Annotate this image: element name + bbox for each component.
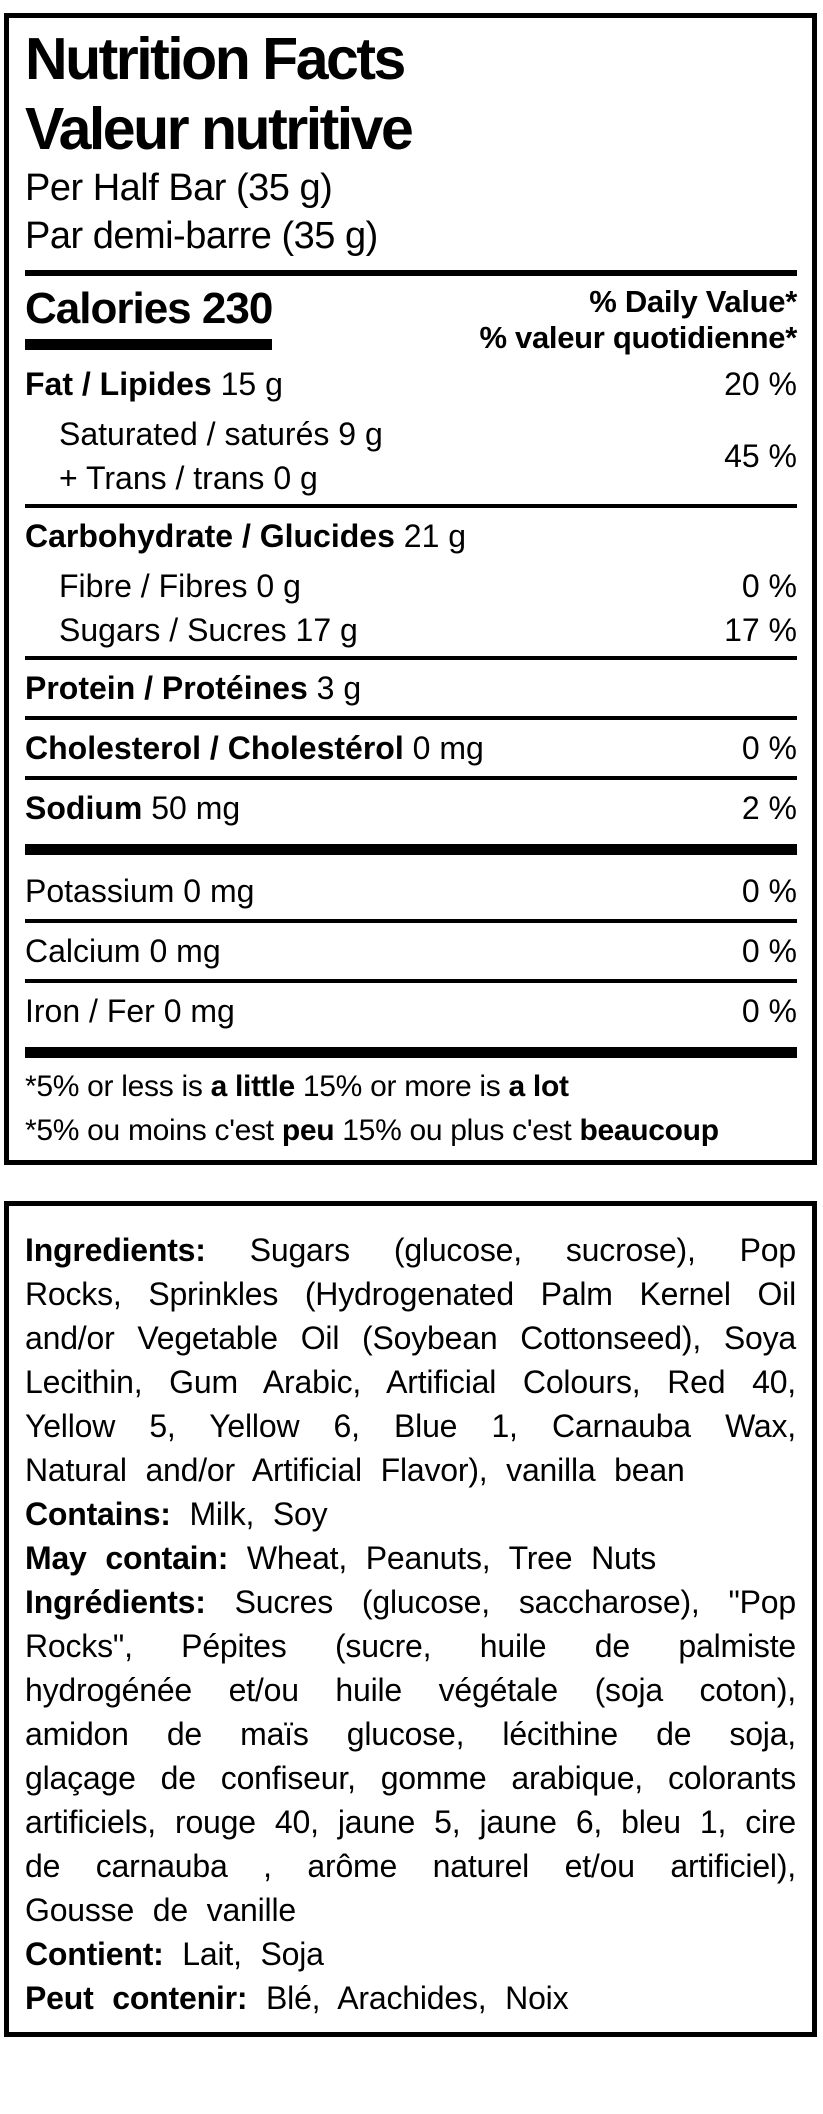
ingredients-fr-label: Ingrédients: bbox=[25, 1584, 206, 1620]
thick-divider bbox=[25, 844, 797, 855]
calories-value: 230 bbox=[201, 284, 273, 333]
may-contain-en-label: May contain: bbox=[25, 1540, 229, 1576]
ingredients-en bbox=[25, 1228, 796, 1492]
sodium-label: Sodium 50 mg bbox=[25, 790, 241, 826]
fat-label: Fat / Lipides 15 g bbox=[25, 366, 283, 402]
carbohydrate-label: Carbohydrate / Glucides 21 g bbox=[25, 518, 467, 554]
saturated-trans-labels bbox=[25, 412, 383, 500]
protein-label: Protein / Protéines 3 g bbox=[25, 670, 362, 706]
daily-value-header-fr: % valeur quotidienne* bbox=[479, 320, 797, 355]
saturated-trans-row bbox=[25, 412, 797, 504]
fibre-row bbox=[25, 564, 797, 608]
daily-value-header bbox=[479, 284, 797, 356]
title-fr: Valeur nutritive bbox=[25, 96, 412, 162]
title-en: Nutrition Facts bbox=[25, 26, 404, 92]
may-contain-en-text: Wheat, Peanuts, Tree Nuts bbox=[228, 1540, 657, 1576]
fat-row bbox=[25, 356, 797, 412]
calories-word: Calories bbox=[25, 284, 191, 333]
thick-divider bbox=[25, 1047, 797, 1058]
may-contain-fr-label: Peut contenir: bbox=[25, 1980, 248, 2016]
fibre-label: Fibre / Fibres 0 g bbox=[59, 568, 301, 604]
potassium-label: Potassium 0 mg bbox=[25, 873, 255, 909]
serving-size-en: Per Half Bar (35 g) bbox=[25, 167, 333, 209]
iron-label: Iron / Fer 0 mg bbox=[25, 993, 235, 1029]
trans-label: + Trans / trans 0 g bbox=[59, 460, 318, 496]
sodium-row bbox=[25, 780, 797, 836]
cholesterol-dv: 0 % bbox=[741, 730, 797, 766]
contains-fr-label: Contient: bbox=[25, 1936, 164, 1972]
sodium-dv: 2 % bbox=[741, 790, 797, 826]
sugars-label: Sugars / Sucres 17 g bbox=[59, 612, 358, 648]
calories-block bbox=[25, 284, 272, 350]
ingredients-panel bbox=[4, 1201, 817, 2037]
contains-en-label: Contains: bbox=[25, 1496, 171, 1532]
ingredients-en-label: Ingredients: bbox=[25, 1232, 206, 1268]
calories-label bbox=[25, 284, 272, 334]
calories-underline-bar bbox=[25, 339, 272, 350]
saturated-label: Saturated / saturés 9 g bbox=[59, 416, 383, 452]
footnote-en: *5% or less is a little 15% or more is a lot bbox=[25, 1070, 569, 1103]
potassium-dv: 0 % bbox=[741, 873, 797, 909]
may-contain-fr bbox=[25, 1976, 796, 2020]
cholesterol-label: Cholesterol / Cholestérol 0 mg bbox=[25, 730, 484, 766]
divider-header bbox=[25, 270, 797, 276]
contains-fr-text: Lait, Soja bbox=[163, 1936, 324, 1972]
fat-dv: 20 % bbox=[724, 366, 797, 402]
ingredients-en-text: Sugars (glucose, sucrose), Pop Rocks, Sprinkles (Hydrogenated Palm Kernel Oil and/or Vegetable Oil (Soybean Cottonseed), Soya Lecithin, Gum Arabic, Artificial Colours, Red 40, Yellow 5, Yellow 6, Blue 1, Carnauba Wax, Natural and/or Artificial Flavor), vanilla bean bbox=[25, 1232, 796, 1488]
calcium-row bbox=[25, 923, 797, 979]
may-contain-en bbox=[25, 1536, 796, 1580]
calcium-dv: 0 % bbox=[741, 933, 797, 969]
serving-size-fr: Par demi-barre (35 g) bbox=[25, 215, 378, 257]
nutrition-facts-panel bbox=[4, 13, 817, 1165]
potassium-row bbox=[25, 863, 797, 919]
protein-row bbox=[25, 660, 797, 716]
saturated-trans-dv: 45 % bbox=[724, 438, 797, 474]
daily-value-header-en: % Daily Value* bbox=[589, 284, 797, 319]
contains-en bbox=[25, 1492, 796, 1536]
contains-fr bbox=[25, 1932, 796, 1976]
sugars-row bbox=[25, 608, 797, 656]
ingredients-fr-text: Sucres (glucose, saccharose), "Pop Rocks", Pépites (sucre, huile de palmiste hydrogénée et/ou huile végétale (soja coton), amidon de maïs glucose, lécithine de soja, glaçage de confiseur, gomme arabique, colorants artificiels, rouge 40, jaune 5, jaune 6, bleu 1, cire de carnauba , arôme naturel et/ou artificiel), Gousse de vanille bbox=[25, 1584, 796, 1928]
sugars-dv: 17 % bbox=[724, 612, 797, 648]
iron-dv: 0 % bbox=[741, 993, 797, 1029]
iron-row bbox=[25, 983, 797, 1039]
fibre-dv: 0 % bbox=[741, 568, 797, 604]
footnote-fr: *5% ou moins c'est peu 15% ou plus c'est beaucoup bbox=[25, 1114, 719, 1147]
carbohydrate-row bbox=[25, 508, 797, 564]
ingredients-fr bbox=[25, 1580, 796, 1932]
calcium-label: Calcium 0 mg bbox=[25, 933, 221, 969]
cholesterol-row bbox=[25, 720, 797, 776]
contains-en-text: Milk, Soy bbox=[170, 1496, 328, 1532]
may-contain-fr-text: Blé, Arachides, Noix bbox=[247, 1980, 569, 2016]
calories-section bbox=[25, 284, 797, 356]
